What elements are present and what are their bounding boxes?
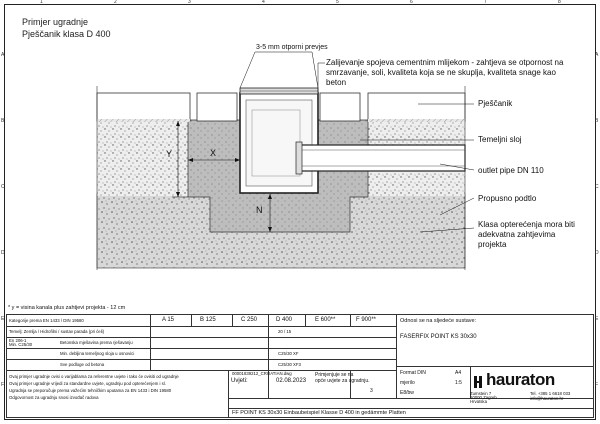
- class-c250: C 250: [241, 317, 258, 323]
- dimension-x: X: [210, 148, 217, 158]
- row5-note: Sve podloge od betona: [60, 362, 105, 367]
- class-f900: F 900**: [356, 317, 377, 323]
- row2-value: 20 / 15: [278, 329, 292, 334]
- date-value: 02.08.2023: [276, 378, 307, 384]
- fine-print-1: Ovaj primjer ugradnje ovisi o varijablama za referentne uvjete i tako će ovisiti od ugradnje: [9, 374, 179, 379]
- doc-number: 00001839212_CROATIAN.dwg: [232, 371, 292, 376]
- footer-text: FF POINT KS 30x30 Einbaubeispiel Klasse D 400 in gedämmte Platten: [232, 410, 406, 416]
- row-marker-e-right: E: [595, 316, 599, 322]
- row2-label: Temelj: Zemlja / Hidrofilni / sustav parada (pri ćeli): [9, 329, 105, 334]
- row-marker-e: E: [1, 316, 5, 322]
- col-marker-2: 2: [114, 0, 117, 5]
- row-marker-f: F: [1, 382, 5, 388]
- label-load-class-1: Klasa opterećenja mora biti: [478, 220, 575, 229]
- date-label: Uvjeti:: [231, 378, 248, 384]
- label-load-class-3: projekta: [478, 240, 507, 249]
- label-load-class-2: adekvatna zahtjevima: [478, 230, 556, 239]
- scale-value: 1:5: [455, 380, 462, 386]
- fine-print-3: Ugradnja se preporučuje prema važećim tehničkim uputama za EN 1433 i DIN 19580: [9, 388, 172, 393]
- product-name: FASERFIX POINT KS 30x30: [400, 334, 477, 340]
- company-address-3: Hrvatska: [470, 399, 487, 404]
- label-joint-note-1: Zalijevanje spojeva cementnim mlijekom - zahtjeva se otpornost na: [326, 58, 564, 67]
- sheet-label: E8/bw: [400, 390, 414, 396]
- format-value: A4: [455, 370, 462, 376]
- label-gap: 3-5 mm otporni prevjes: [256, 44, 328, 51]
- company-web: info@hauraton.hr: [530, 396, 564, 401]
- row3-left-2: Min. C25/30: [9, 342, 33, 347]
- instruction-note-2: opće uvjete za ugradnju.: [315, 378, 370, 384]
- row-marker-c: C: [1, 184, 5, 190]
- classes-header-label: Kategorije prema EN 1433 / DIN 19580: [9, 318, 84, 323]
- revision: 3: [370, 388, 373, 394]
- format-label: Format DIN: [400, 370, 426, 376]
- systems-label: Odnosi se na sljedeće sustave:: [400, 318, 477, 324]
- row4-value: C25/30 XF: [278, 351, 299, 356]
- scale-label: mjerilo: [400, 380, 415, 386]
- footnote: * y = visina kanala plus zahtjevi projekta - 12 cm: [8, 305, 126, 311]
- company-address-1: Zumstein 7: [470, 391, 492, 396]
- class-e600: E 600**: [315, 317, 336, 323]
- label-joint-note-2: smrzavanje, soli, kvaliteta koja se ne skuplja, kvaliteta snage kao: [326, 68, 556, 77]
- fine-print-2: Ovaj primjer ugradnje vrijedi za standardne uvjete, ugradnju pod opterećenjem i sl.: [9, 381, 166, 386]
- class-d400: D 400: [276, 317, 293, 323]
- row-marker-a-right: A: [595, 52, 599, 58]
- col-marker-6: 6: [410, 0, 413, 5]
- col-marker-1: 1: [40, 0, 43, 5]
- col-marker-4: 4: [262, 0, 265, 5]
- dimension-n: N: [256, 205, 263, 215]
- label-foundation: Temeljni sloj: [478, 135, 522, 144]
- row-marker-b-right: B: [595, 118, 599, 124]
- row3-note: Betonska mješavina prema rješavanju: [60, 340, 133, 345]
- row-marker-f-right: F: [595, 382, 599, 388]
- row-marker-d-right: D: [595, 250, 599, 256]
- fine-print-4: Odgovornost za ugradnju snosi izvođač radova: [9, 395, 99, 400]
- company-logo-text: hauraton: [486, 370, 555, 389]
- instruction-note-1: Primjenjuje se na: [315, 372, 354, 378]
- row4-note: Min. debljina temeljnog sloja u osnovici: [60, 351, 135, 356]
- row-marker-c-right: C: [595, 184, 599, 190]
- drawing-subtitle: Pješčanik klasa D 400: [22, 29, 111, 39]
- row5-value: C25/30 XF3: [278, 362, 301, 367]
- col-marker-3: 3: [188, 0, 191, 5]
- dimension-y: Y: [166, 149, 173, 159]
- class-b125: B 125: [200, 317, 216, 323]
- row-marker-b: B: [1, 118, 5, 124]
- label-sand-trap: Pješčanik: [478, 99, 513, 108]
- company-address-2: 10000 Zagreb: [470, 395, 497, 400]
- col-marker-5: 5: [336, 0, 339, 5]
- row3-left-1: En 206-1: [9, 338, 27, 343]
- label-subbase: Propusno podtlo: [478, 194, 537, 203]
- drawing-title: Primjer ugradnje: [22, 17, 89, 27]
- class-a15: A 15: [162, 317, 175, 323]
- row-marker-a: A: [1, 52, 5, 58]
- row-marker-d: D: [1, 250, 5, 256]
- col-marker-8: 8: [558, 0, 561, 5]
- label-joint-note-3: beton: [326, 78, 347, 87]
- col-marker-7: 7: [484, 0, 487, 5]
- label-outlet-pipe: outlet pipe DN 110: [478, 166, 544, 175]
- company-phone: Tel. +385 1 6618 033: [530, 391, 571, 396]
